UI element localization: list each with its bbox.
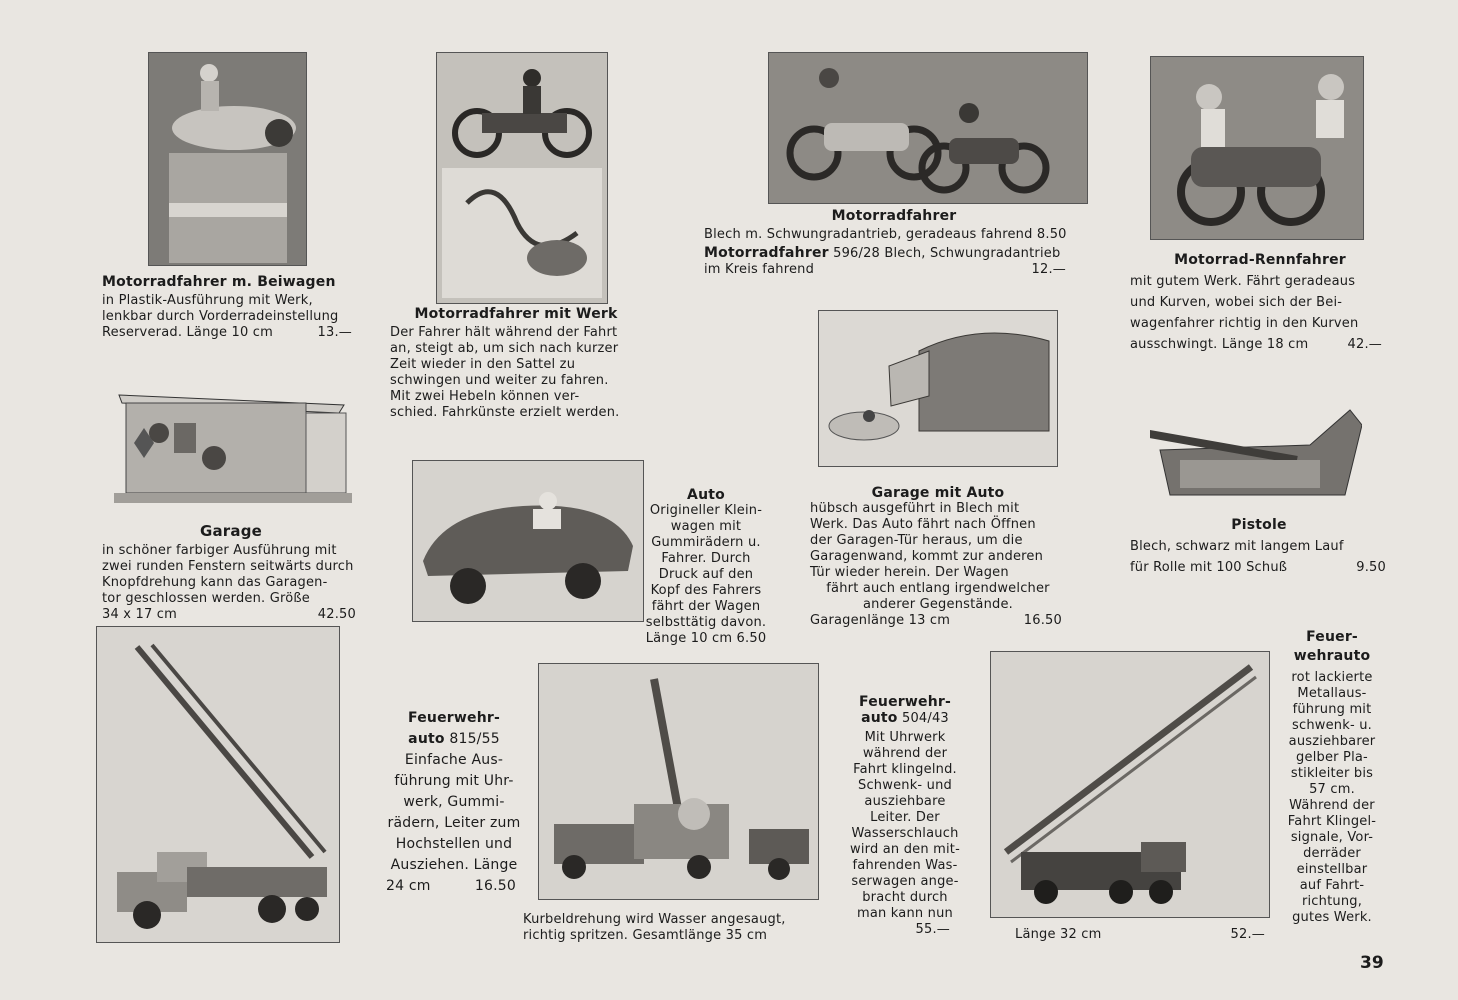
- photo-garage: [114, 383, 352, 505]
- item-text-line: in schöner farbiger Ausführung mit: [102, 543, 337, 558]
- item-text-line: Während der: [1289, 798, 1375, 813]
- item-text-line: auf Fahrt-: [1299, 878, 1365, 893]
- item-text-line: Werk. Das Auto fährt nach Öffnen: [810, 517, 1036, 532]
- item-text-line: einstellbar: [1296, 862, 1368, 877]
- item-title: Motorrad-Rennfahrer: [1174, 252, 1346, 268]
- item-text-line: gutes Werk.: [1292, 910, 1372, 925]
- item-text-line: ausziehbarer: [1288, 734, 1376, 749]
- item-title-line: [386, 729, 522, 750]
- item-text-line: tor geschlossen werden. Größe: [102, 591, 310, 606]
- photo-feuerwehrauto-815: [96, 626, 340, 943]
- item-text-line: schwenk- u.: [1292, 718, 1372, 733]
- item-text-line: werk, Gummi-: [403, 794, 505, 810]
- item-price: 16.50: [474, 878, 516, 894]
- item-text-line: Zeit wieder in den Sattel zu: [390, 357, 576, 372]
- item-text-line: Reserverad. Länge 10 cm: [102, 325, 273, 340]
- item-text-line: Ausziehen. Länge: [390, 857, 518, 873]
- item-text-line: Blech, schwarz mit langem Lauf: [1130, 539, 1344, 554]
- item-text-line: Mit zwei Hebeln können ver-: [390, 389, 580, 404]
- item-title: auto: [408, 731, 445, 747]
- item-text-line: Leiter. Der: [870, 810, 940, 825]
- item-text-line: an, steigt ab, um sich nach kurzer: [390, 341, 619, 356]
- item-text-line: Kopf des Fahrers: [650, 583, 762, 598]
- item-text-line: fährt der Wagen: [651, 599, 761, 614]
- item-text-line: signale, Vor-: [1290, 830, 1374, 845]
- photo-feuerwehrauto-lang: [990, 651, 1270, 918]
- item-text-line: 57 cm.: [1309, 782, 1355, 797]
- item-text-line: [704, 245, 1084, 262]
- item-title: Pistole: [1231, 517, 1287, 533]
- photo-garage-mit-auto: [818, 310, 1058, 467]
- item-title: auto: [861, 710, 898, 726]
- item-number: 815/55: [449, 731, 500, 747]
- item-text-line: anderer Gegenstände.: [862, 597, 1013, 612]
- item-text-line: bracht durch: [862, 890, 948, 905]
- item-subtitle: Motorradfahrer: [704, 245, 829, 261]
- item-werk: [390, 306, 642, 421]
- item-text-line: schwingen und weiter zu fahren.: [390, 373, 609, 388]
- item-title: Motorradfahrer: [831, 208, 957, 224]
- item-text-line: Garagenwand, kommt zur anderen: [810, 549, 1044, 564]
- item-text-line: Gummirädern u.: [651, 535, 761, 550]
- item-text-line: Einfache Aus-: [404, 752, 504, 768]
- item-text-line: und Kurven, wobei sich der Bei-: [1130, 295, 1343, 310]
- photo-motorradfahrer-werk: [436, 52, 608, 304]
- item-text-line: Länge 32 cm: [1015, 927, 1102, 942]
- item-text-line: führung mit: [1292, 702, 1372, 717]
- item-text-line: Länge 10 cm 6.50: [645, 631, 767, 646]
- item-text-line: 34 x 17 cm: [102, 607, 177, 622]
- item-text-line: zwei runden Fenstern seitwärts durch: [102, 559, 354, 574]
- item-title: Motorradfahrer mit Werk: [414, 306, 618, 322]
- item-text-line: Kurbeldrehung wird Wasser angesaugt,: [523, 912, 786, 927]
- item-feuerwehrauto-rot: [1282, 628, 1382, 926]
- item-text-line: wird an den mit-: [850, 842, 960, 857]
- item-rennfahrer: [1130, 250, 1390, 355]
- item-text-line: im Kreis fahrend: [704, 262, 815, 277]
- item-text-line: ausschwingt. Länge 18 cm: [1130, 337, 1309, 352]
- item-text-line: stikleiter bis: [1290, 766, 1374, 781]
- item-price: 9.50: [1356, 560, 1386, 575]
- item-text-line: gelber Pla-: [1296, 750, 1368, 765]
- photo-pistole: [1150, 405, 1362, 497]
- item-text-line: Wasserschlauch: [851, 826, 959, 841]
- item-title: Auto: [687, 487, 725, 503]
- item-text-line: der Garagen-Tür heraus, um die: [810, 533, 1023, 548]
- item-text-line: Mit Uhrwerk: [864, 730, 946, 745]
- item-price: 42.—: [1347, 337, 1382, 352]
- item-text-line: Fahrer. Durch: [661, 551, 751, 566]
- item-beiwagen: [102, 274, 357, 341]
- item-text-line: 24 cm: [386, 878, 431, 894]
- item-feuerwehr-caption: [523, 912, 843, 944]
- item-text-line: in Plastik-Ausführung mit Werk,: [102, 293, 313, 308]
- item-garage-mit-auto: [810, 485, 1066, 629]
- item-text-line: für Rolle mit 100 Schuß: [1130, 560, 1288, 575]
- item-text-line: Garagenlänge 13 cm: [810, 613, 951, 628]
- item-text-line: Fahrt Klingel-: [1287, 814, 1377, 829]
- item-text-line: hübsch ausgeführt in Blech mit: [810, 501, 1020, 516]
- item-garage: [102, 523, 360, 623]
- photo-motorradfahrer-beiwagen: [148, 52, 307, 266]
- item-text-line: richtig spritzen. Gesamtlänge 35 cm: [523, 928, 768, 943]
- item-text-line: Tür wieder herein. Der Wagen: [810, 565, 1009, 580]
- item-text-inline: 596/28 Blech, Schwungradantrieb: [833, 246, 1061, 261]
- item-price: 52.—: [1230, 927, 1265, 942]
- item-title: wehrauto: [1293, 648, 1371, 664]
- page-number: 39: [1360, 953, 1384, 973]
- item-text-line: schied. Fahrkünste erzielt werden.: [390, 405, 620, 420]
- item-text-line: Metallaus-: [1297, 686, 1367, 701]
- item-feuerwehrauto-lang: [1015, 927, 1267, 943]
- item-price: 13.—: [317, 325, 352, 340]
- item-auto: [640, 487, 772, 647]
- item-text-line: Knopfdrehung kann das Garagen-: [102, 575, 328, 590]
- item-text-line: man kann nun: [857, 906, 953, 921]
- photo-motorradfahrer: [768, 52, 1088, 204]
- item-title: Feuerwehr-: [859, 694, 951, 710]
- item-text-line: fährt auch entlang irgendwelcher: [826, 581, 1050, 596]
- item-title-line: [838, 710, 972, 727]
- item-text-line: lenkbar durch Vorderradeinstellung: [102, 309, 339, 324]
- item-title: Feuerwehr-: [408, 710, 500, 726]
- item-price: 16.50: [1023, 613, 1062, 628]
- item-text-line: Origineller Klein-: [649, 503, 763, 518]
- item-text-line: ausziehbare: [864, 794, 946, 809]
- item-feuerwehrauto-504: [838, 694, 972, 938]
- item-number: 504/43: [901, 711, 949, 726]
- item-text-line: richtung,: [1301, 894, 1363, 909]
- item-text-line: Blech m. Schwungradantrieb, geradeaus fahrend 8.50: [704, 227, 1067, 242]
- item-text-line: während der: [862, 746, 948, 761]
- item-text-line: Hochstellen und: [395, 836, 513, 852]
- item-price: 42.50: [317, 607, 356, 622]
- item-text-line: führung mit Uhr-: [394, 773, 514, 789]
- item-price: 12.—: [1031, 262, 1066, 277]
- item-text-line: wagen mit: [670, 519, 742, 534]
- item-title: Feuer-: [1306, 629, 1358, 645]
- item-title: Garage mit Auto: [871, 485, 1005, 501]
- item-text-line: mit gutem Werk. Fährt geradeaus: [1130, 274, 1356, 289]
- item-text-line: rädern, Leiter zum: [387, 815, 521, 831]
- item-feuerwehrauto-815: [386, 708, 522, 897]
- photo-auto: [412, 460, 644, 622]
- item-text-line: Fahrt klingelnd.: [853, 762, 957, 777]
- item-pistole: [1130, 515, 1388, 578]
- item-text-line: Schwenk- und: [858, 778, 952, 793]
- item-motorradfahrer: [704, 208, 1084, 278]
- item-title: Motorradfahrer m. Beiwagen: [102, 274, 336, 290]
- item-text-line: Der Fahrer hält während der Fahrt: [390, 325, 618, 340]
- item-text-line: Druck auf den: [658, 567, 754, 582]
- photo-motorrad-rennfahrer: [1150, 56, 1364, 240]
- item-text-line: serwagen ange-: [851, 874, 959, 889]
- photo-feuerwehrauto-504: [538, 663, 819, 900]
- item-text-line: fahrenden Was-: [852, 858, 958, 873]
- item-text-line: rot lackierte: [1291, 670, 1373, 685]
- item-text-line: selbsttätig davon.: [645, 615, 767, 630]
- item-title: Garage: [199, 522, 263, 540]
- item-price: 55.—: [915, 922, 950, 937]
- item-text-line: derräder: [1303, 846, 1361, 861]
- item-text-line: wagenfahrer richtig in den Kurven: [1130, 316, 1359, 331]
